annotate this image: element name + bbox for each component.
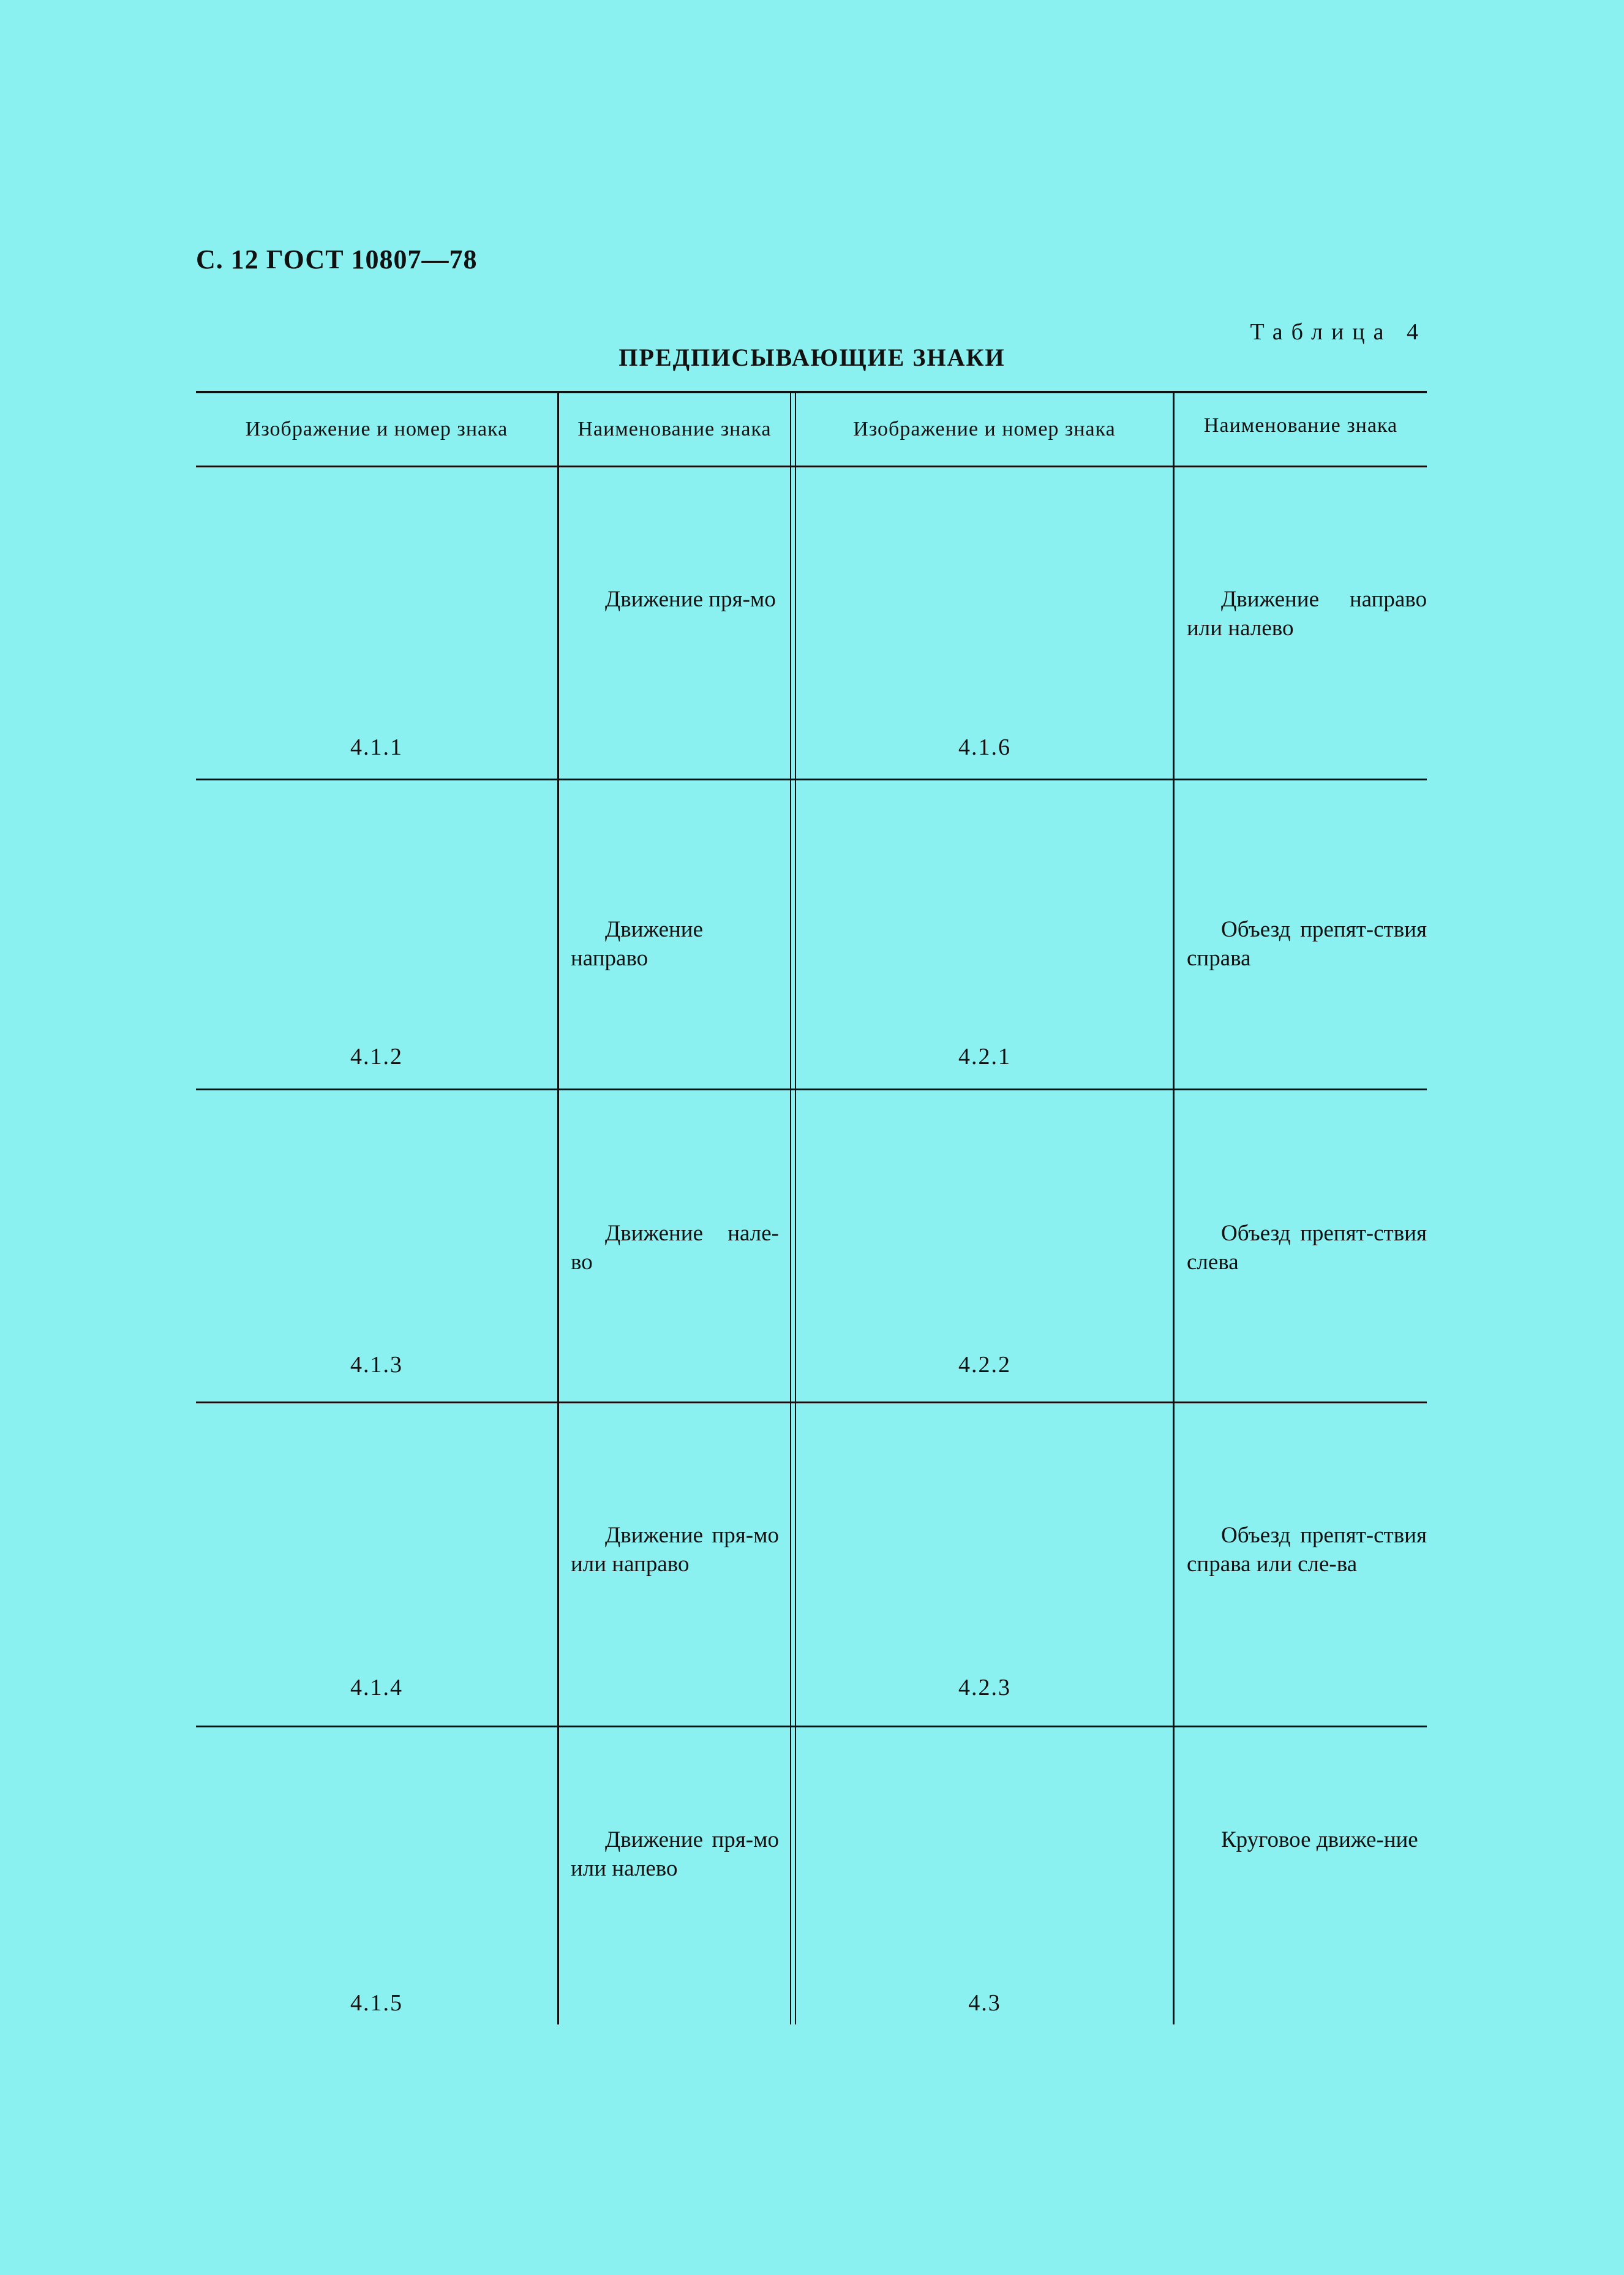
sign-number: 4.1.3 [350, 1352, 403, 1378]
row-divider-4 [196, 1726, 1427, 1727]
col-header-name-left: Наименование знака [577, 418, 772, 440]
row-divider-1 [196, 779, 1427, 780]
sign-name: Движение направо [571, 917, 704, 971]
col-divider-double-a [790, 392, 791, 2024]
col-divider-double-b [795, 392, 796, 2024]
page-header: С. 12 ГОСТ 10807—78 [196, 244, 478, 274]
sign-name: Объезд препят-ствия справа или сле-ва [1187, 1523, 1427, 1577]
col-divider-1 [557, 392, 559, 2024]
sign-name: Движение пря-мо или направо [571, 1523, 779, 1577]
sign-name: Движение пря-мо или налево [571, 1827, 779, 1881]
sign-number: 4.2.1 [958, 1044, 1011, 1070]
sign-number: 4.1.5 [350, 1990, 403, 2016]
sign-name: Круговое движе-ние [1221, 1827, 1418, 1852]
sign-number: 4.1.2 [350, 1044, 403, 1070]
col-header-image-left: Изображение и номер знака [245, 418, 508, 440]
sign-number: 4.2.2 [958, 1352, 1011, 1378]
sign-number: 4.1.4 [350, 1675, 403, 1700]
sign-name: Движение пря-мо [605, 587, 776, 612]
sign-number: 4.2.3 [958, 1675, 1011, 1700]
row-divider-3 [196, 1402, 1427, 1403]
col-header-name-right: Наименование знака [1203, 414, 1398, 437]
table-label: Таблица 4 [1250, 319, 1427, 345]
col-header-image-right: Изображение и номер знака [853, 418, 1116, 440]
sign-name: Объезд препят-ствия справа [1187, 917, 1427, 971]
sign-name: Движение направо или налево [1187, 587, 1427, 641]
row-divider-2 [196, 1088, 1427, 1090]
table-title: ПРЕДПИСЫВАЮЩИЕ ЗНАКИ [618, 344, 1006, 371]
sign-name: Объезд препят-ствия слева [1187, 1221, 1427, 1275]
col-divider-3 [1173, 392, 1175, 2024]
sign-number: 4.3 [968, 1990, 1001, 2016]
sign-name: Движение нале-во [571, 1221, 779, 1275]
sign-number: 4.1.6 [958, 734, 1011, 760]
sign-number: 4.1.1 [350, 734, 403, 760]
